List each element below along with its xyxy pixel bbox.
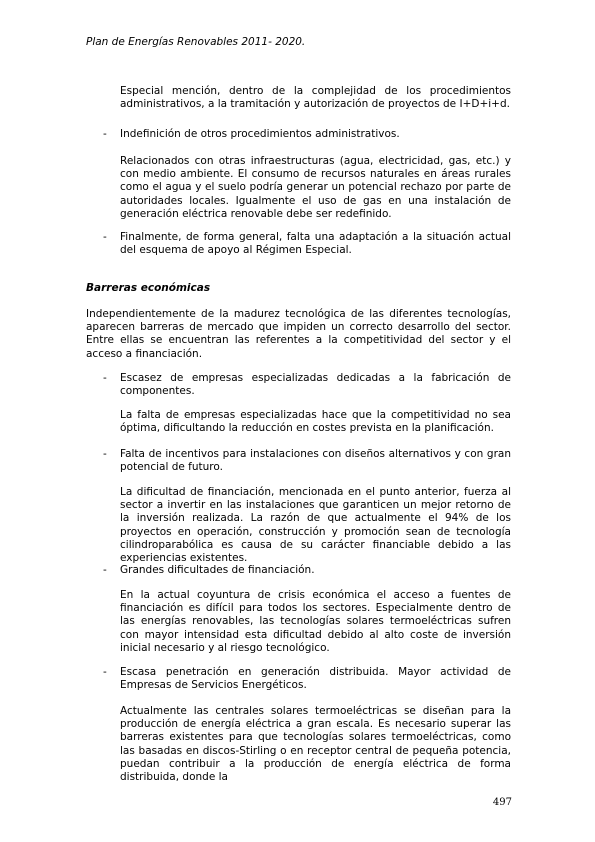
bullet-dash: -	[103, 372, 107, 384]
bullet-generacion-distribuida: Escasa penetración en generación distribuida. Mayor actividad de Empresas de Servicios Energéticos.	[120, 666, 511, 692]
paragraph-competitividad: La falta de empresas especializadas hace que la competitividad no sea óptima, dificultando la reducción en costes prevista en la planificación.	[120, 409, 511, 435]
bullet-dash: -	[103, 666, 107, 678]
bullet-escasez: Escasez de empresas especializadas dedicadas a la fabricación de componentes.	[120, 372, 511, 398]
bullet-financiacion: Grandes dificultades de financiación.	[120, 564, 315, 576]
bullet-dash: -	[103, 231, 107, 243]
bullet-incentivos: Falta de incentivos para instalaciones con diseños alternativos y con gran potencial de futuro.	[120, 448, 511, 474]
page-number: 497	[492, 797, 512, 808]
document-header: Plan de Energías Renovables 2011- 2020.	[86, 36, 306, 48]
section-heading: Barreras económicas	[86, 282, 211, 294]
paragraph-infraestructuras: Relacionados con otras infraestructuras (agua, electricidad, gas, etc.) y con medio ambiente. El consumo de recursos naturales en áreas rurales como el agua y el suelo podría generar un potencial rechazo por parte de autoridades locales. Igualmente el uso de gas en una instalación de generación eléctrica renovable debe ser redefinido.	[120, 155, 511, 220]
paragraph-procedimientos: Especial mención, dentro de la complejidad de los procedimientos administrativos, a la tramitación y autorización de proyectos de I+D+i+d.	[120, 85, 511, 111]
bullet-dash: -	[103, 448, 107, 460]
bullet-adaptacion: Finalmente, de forma general, falta una adaptación a la situación actual del esquema de apoyo al Régimen Especial.	[120, 231, 511, 257]
bullet-dash: -	[103, 128, 107, 140]
paragraph-intro: Independientemente de la madurez tecnológica de las diferentes tecnologías, aparecen barreras de mercado que impiden un correcto desarrollo del sector. Entre ellas se encuentran las referentes a la competitividad del sector y el acceso a financiación.	[86, 308, 511, 360]
bullet-indefinicion: Indefinición de otros procedimientos administrativos.	[120, 128, 400, 140]
bullet-dash: -	[103, 564, 107, 576]
paragraph-crisis: En la actual coyuntura de crisis económica el acceso a fuentes de financiación es difícil para todos los sectores. Especialmente dentro de las energías renovables, las tecnologías solares termoeléctricas sufren con mayor intensidad esta dificultad debido al alto coste de inversión inicial necesario y al riesgo tecnológico.	[120, 589, 511, 654]
paragraph-dificultad: La dificultad de financiación, mencionada en el punto anterior, fuerza al sector a invertir en las instalaciones que garanticen un mejor retorno de la inversión realizada. La razón de que actualmente el 94% de los proyectos en operación, construcción y promoción sean de tecnología cilindroparabólica es causa de su carácter financiable debido a las experiencias existentes.	[120, 486, 511, 565]
paragraph-centrales: Actualmente las centrales solares termoeléctricas se diseñan para la producción de energía eléctrica a gran escala. Es necesario superar las barreras existentes para que tecnologías solares termoeléctricas, como las basadas en discos-Stirling o en receptor central de pequeña potencia, puedan contribuir a la producción de energía eléctrica de forma distribuida, donde la	[120, 705, 511, 784]
